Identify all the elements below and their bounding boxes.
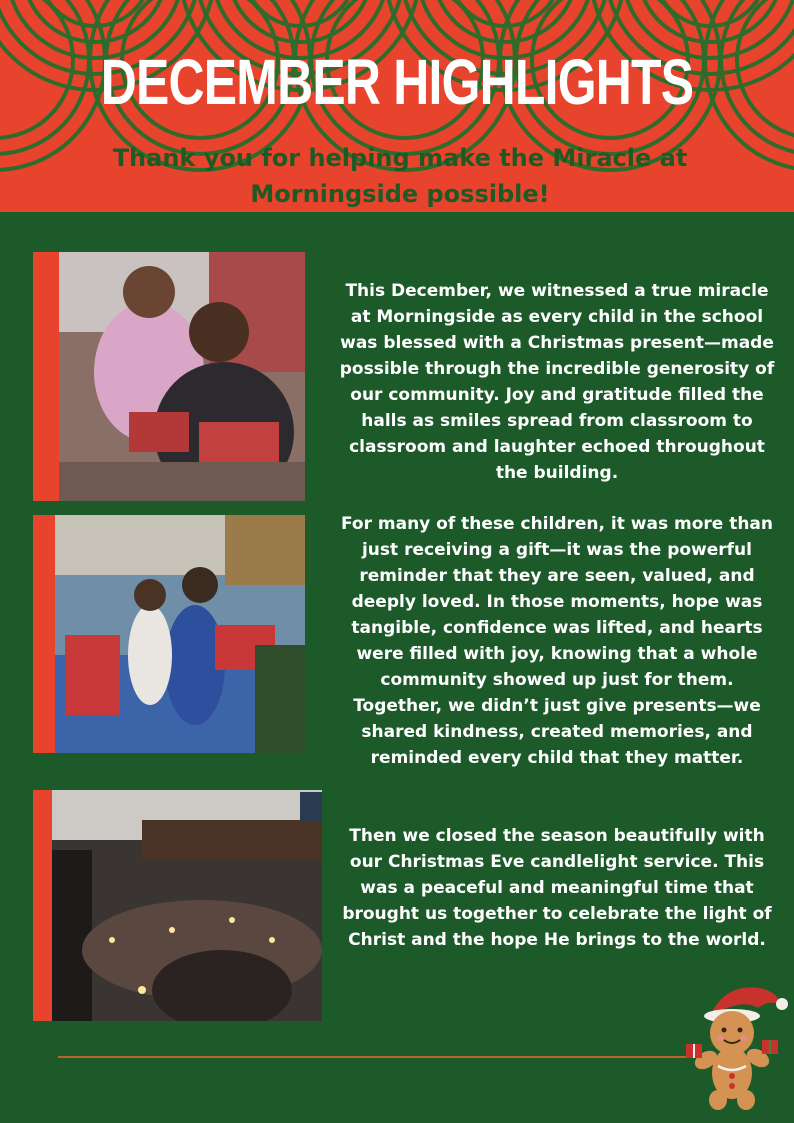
photo-gift-opening — [33, 252, 305, 501]
section-text-3: Then we closed the season beautifully with our Christmas Eve candlelight service. This was a peaceful and meaningful time that brought us together to celebrate the light of Christ and the hope He brings to the world. — [342, 826, 772, 950]
photo-candlelight-service — [33, 790, 322, 1021]
header-banner — [0, 0, 794, 212]
footer-divider — [58, 1056, 698, 1058]
section-text-1: This December, we witnessed a true miracle at Morningside as every child in the school was blessed with a Christmas present—made possible through the incredible generosity of our community. Joy and gratitude filled the halls as smiles spread from classroom to classroom and laughter echoed throughout the building. — [339, 281, 775, 483]
gingerbread-man-icon — [680, 978, 790, 1112]
photo-gift-giving — [33, 515, 305, 753]
page-subtitle: Thank you for helping make the Miracle at Morningside possible! — [112, 144, 688, 208]
section-text-2: For many of these children, it was more than just receiving a gift—it was the powerful reminder that they are seen, valued, and deeply loved. In those moments, hope was tangible, confidence was lifted, and hearts were filled with joy, knowing that a whole community showed up just for them. Together, we didn’t just give presents—we shared kindness, created memories, and reminded every child that they matter. — [340, 514, 774, 768]
page-title: DECEMBER HIGHLIGHTS — [100, 46, 694, 118]
